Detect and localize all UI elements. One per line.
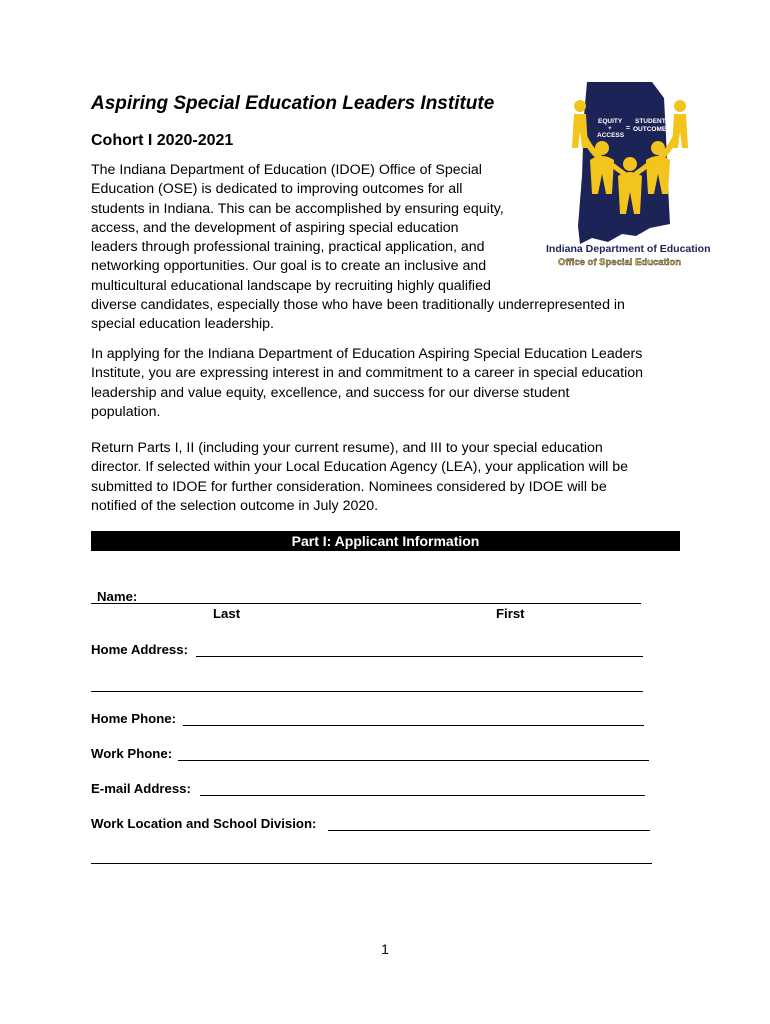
name-label: Name: [97,589,138,604]
intro-line: access, and the development of aspiring special education [91,219,459,236]
intro-line: networking opportunities. Our goal is to create an inclusive and [91,258,487,275]
intro-line: diverse candidates, especially those who have been traditionally underrepresented in [91,297,625,314]
home-address-label: Home Address: [91,642,188,657]
intro-line: students in Indiana. This can be accomplished by ensuring equity, [91,200,504,217]
logo-access: ACCESS [597,132,625,139]
logo-equals: = [626,125,631,132]
work-location-label: Work Location and School Division: [91,816,317,831]
cohort-heading: Cohort I 2020-2021 [91,132,234,149]
page-number: 1 [381,941,389,957]
commitment-line: Institute, you are expressing interest in and commitment to a career in special education [91,365,644,382]
logo-plus: + [608,125,612,132]
home-address-line-2[interactable] [91,691,643,692]
instructions-line: notified of the selection outcome in July 2020. [91,497,379,514]
commitment-line: In applying for the Indiana Department of Education Aspiring Special Education Leaders [91,346,643,362]
commitment-line: leadership and value equity, excellence, and success for our diverse student [91,384,570,401]
home-phone-input-line[interactable] [183,725,644,726]
instructions-paragraph [91,439,628,516]
intro-line: leaders through professional training, practical application, and [91,239,485,256]
intro-line: special education leadership. [91,316,274,333]
intro-line: Education (OSE) is dedicated to improving outcomes for all [91,181,463,198]
intro-paragraph [91,161,625,335]
part1-banner: Part I: Applicant Information [91,531,680,551]
logo-outcomes: OUTCOMES [633,126,671,133]
email-label: E-mail Address: [91,781,191,796]
instructions-line: submitted to IDOE for further consideration. Nominees considered by IDOE will be [91,478,607,495]
commitment-paragraph [91,345,643,422]
instructions-line: Return Parts I, II (including your current resume), and III to your special education [91,440,603,456]
logo-student: STUDENT [635,118,666,125]
home-address-input-line[interactable] [196,656,643,657]
work-location-input-line[interactable] [328,830,650,831]
email-input-line[interactable] [200,795,645,796]
intro-line: The Indiana Department of Education (IDOE) Office of Special [91,162,482,178]
page-title: Aspiring Special Education Leaders Institute [91,93,495,114]
logo-dept-name: Indiana Department of Education [546,243,711,255]
first-name-label: First [496,606,525,621]
work-location-line-2[interactable] [91,863,652,864]
commitment-line: population. [91,403,161,420]
instructions-line: director. If selected within your Local Education Agency (LEA), your application will be [91,459,629,476]
logo-office-name: Office of Special Education [558,257,681,268]
work-phone-input-line[interactable] [178,760,649,761]
name-input-line[interactable] [91,603,641,604]
home-phone-label: Home Phone: [91,711,176,726]
last-name-label: Last [213,606,241,621]
logo-equity: EQUITY [598,118,623,125]
intro-line: multicultural educational landscape by recruiting highly qualified [91,277,491,294]
work-phone-label: Work Phone: [91,746,173,761]
